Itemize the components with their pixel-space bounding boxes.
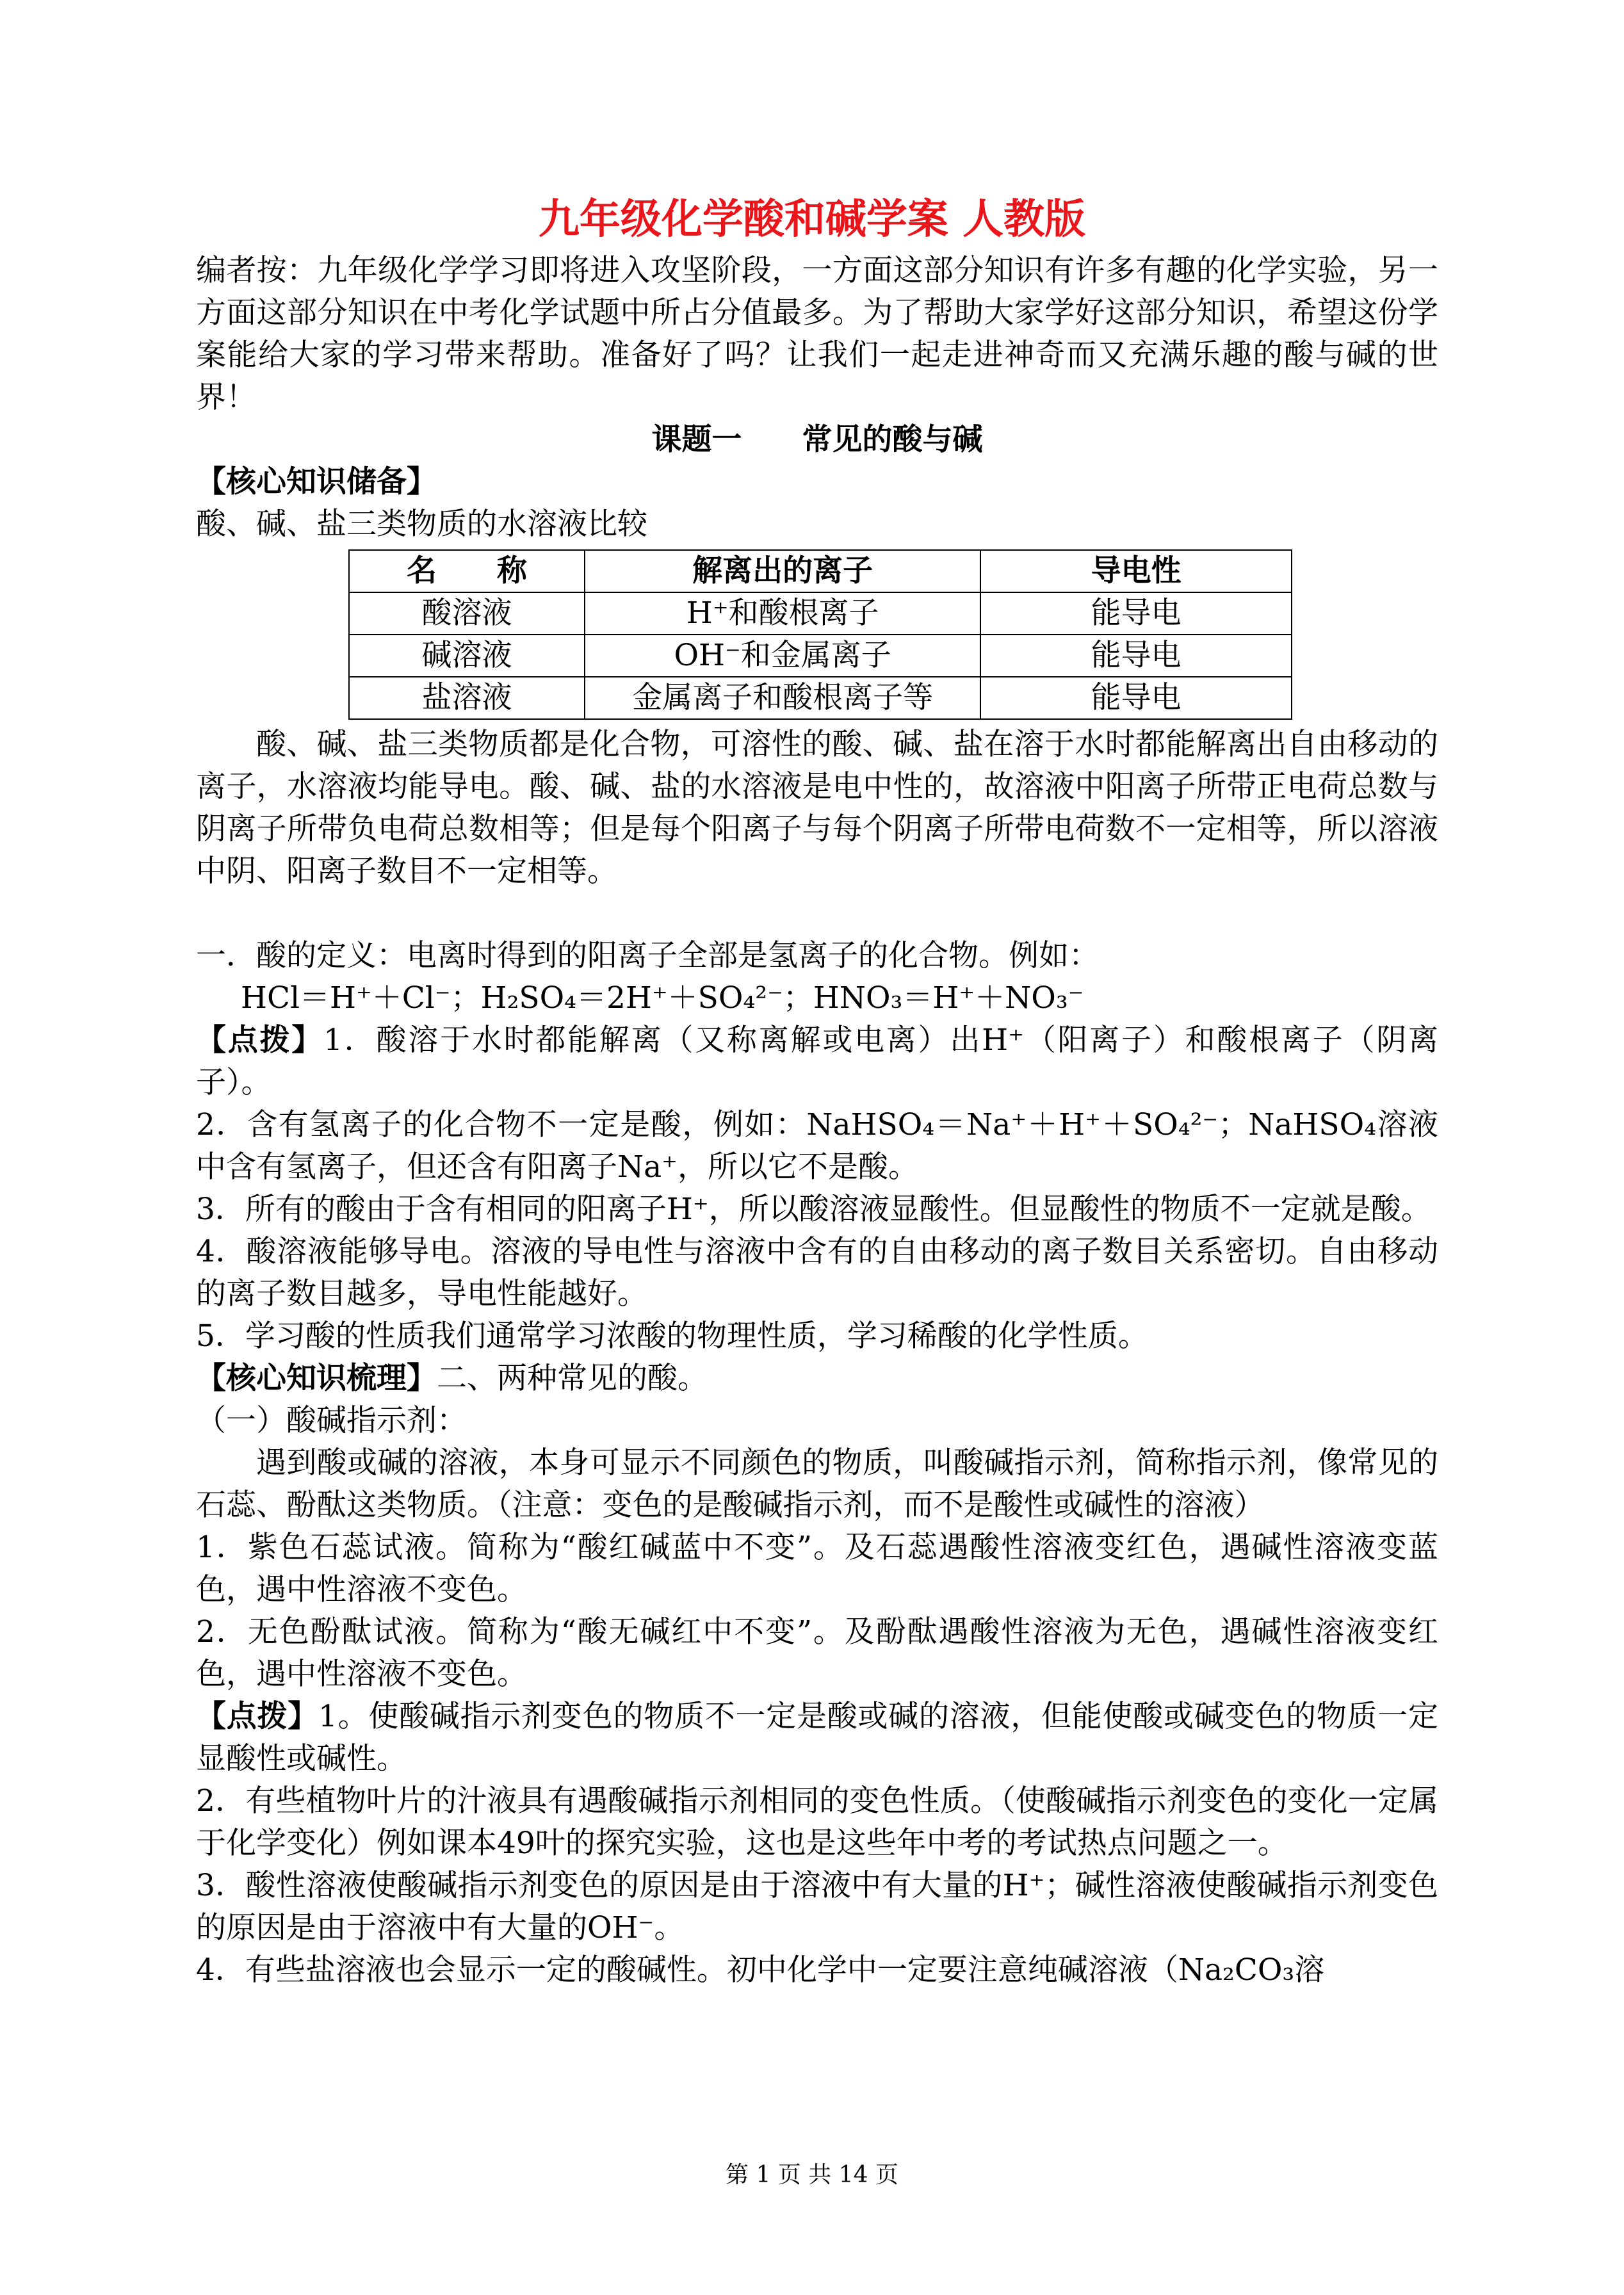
table-cell: 金属离子和酸根离子等: [585, 677, 980, 719]
core-sort-heading: 【核心知识梳理】: [196, 1361, 437, 1396]
electrolyte-paragraph: 酸、碱、盐三类物质都是化合物，可溶性的酸、碱、盐在溶于水时都能解离出自由移动的离子，水溶液均能导电。酸、碱、盐的水溶液是电中性的，故溶液中阳离子所带正电荷总数与阴离子所带负电荷总数相等；但是每个阳离子与每个阴离子所带电荷数不一定相等，所以溶液中阴、阳离子数目不一定相等。: [196, 727, 1438, 889]
tip-text: 1。使酸碱指示剂变色的物质不一定是酸或碱的溶液，但能使酸或碱变色的物质一定显酸性或碱性。: [196, 1699, 1439, 1776]
table-cell: H⁺和酸根离子: [585, 592, 980, 635]
document-body: [196, 250, 1438, 1991]
lesson-heading: 课题一 常见的酸与碱: [651, 422, 983, 457]
indicator-item-1: 1．紫色石蕊试液。简称为“酸红碱蓝中不变”。及石蕊遇酸性溶液变红色，遇碱性溶液变蓝色，遇中性溶液不变色。: [196, 1530, 1438, 1607]
table-cell: 碱溶液: [349, 635, 585, 677]
acid-definition: 一．酸的定义：电离时得到的阳离子全部是氢离子的化合物。例如：: [196, 938, 1099, 973]
core-sort-line: [196, 1358, 1438, 1400]
tip-label: 【点拨】: [196, 1699, 319, 1734]
table-cell: 能导电: [980, 592, 1292, 635]
indicator-heading: （一）酸碱指示剂：: [196, 1403, 467, 1438]
acid-formulas: HCl＝H⁺＋Cl⁻；H₂SO₄＝2H⁺＋SO₄²⁻；HNO₃＝H⁺＋NO₃⁻: [241, 980, 1084, 1016]
intro-paragraph: 编者按：九年级化学学习即将进入攻坚阶段，一方面这部分知识有许多有趣的化学实验，另一方面这部分知识在中考化学试题中所占分值最多。为了帮助大家学好这部分知识，希望这份学案能给大家的学习带来帮助。准备好了吗？让我们一起走进神奇而又充满乐趣的酸与碱的世界！: [196, 253, 1438, 415]
table-row: [349, 592, 1292, 635]
tip2-item-1: [196, 1696, 1438, 1780]
ion-comparison-table: [348, 549, 1292, 720]
table-cell: 酸溶液: [349, 592, 585, 635]
tip-item-1: [196, 1019, 1438, 1104]
page-footer: 第 1 页 共 14 页: [726, 2162, 898, 2188]
tip2-item-3: 3．酸性溶液使酸碱指示剂变色的原因是由于溶液中有大量的H⁺；碱性溶液使酸碱指示剂变色的原因是由于溶液中有大量的OH⁻。: [196, 1868, 1438, 1945]
column-header: 解离出的离子: [585, 550, 980, 592]
tip-label: 【点拨】: [196, 1023, 324, 1058]
blank-line: [196, 893, 1438, 935]
table-cell: OH⁻和金属离子: [585, 635, 980, 677]
column-header: 名 称: [349, 550, 585, 592]
table-row: [349, 677, 1292, 719]
indicator-item-2: 2．无色酚酞试液。简称为“酸无碱红中不变”。及酚酞遇酸性溶液为无色，遇碱性溶液变红色，遇中性溶液不变色。: [196, 1614, 1438, 1692]
tip2-item-2: 2．有些植物叶片的汁液具有遇酸碱指示剂相同的变色性质。（使酸碱指示剂变色的变化一定属于化学变化）例如课本49叶的探究实验，这也是这些年中考的考试热点问题之一。: [196, 1783, 1438, 1861]
tip-item-4: 4．酸溶液能够导电。溶液的导电性与溶液中含有的自由移动的离子数目关系密切。自由移动的离子数目越多，导电性能越好。: [196, 1234, 1438, 1311]
page-title: 九年级化学酸和碱学案 人教版: [538, 196, 1086, 243]
tip-item-3: 3．所有的酸由于含有相同的阳离子H⁺，所以酸溶液显酸性。但显酸性的物质不一定就是酸。: [196, 1192, 1431, 1227]
core-sort-text: 二、两种常见的酸。: [437, 1361, 708, 1396]
column-header: 导电性: [980, 550, 1292, 592]
tip2-item-4: 4．有些盐溶液也会显示一定的酸碱性。初中化学中一定要注意纯碱溶液（Na₂CO₃溶: [196, 1952, 1325, 1988]
tip-item-5: 5．学习酸的性质我们通常学习浓酸的物理性质，学习稀酸的化学性质。: [196, 1318, 1148, 1354]
core-storage-heading: 【核心知识储备】: [196, 464, 437, 499]
table-cell: 能导电: [980, 677, 1292, 719]
indicator-paragraph: 遇到酸或碱的溶液，本身可显示不同颜色的物质，叫酸碱指示剂，简称指示剂，像常见的石蕊、酚酞这类物质。（注意：变色的是酸碱指示剂，而不是酸性或碱性的溶液）: [196, 1445, 1438, 1523]
table-row: [349, 635, 1292, 677]
tip-text: 1．酸溶于水时都能解离（又称离解或电离）出H⁺（阳离子）和酸根离子（阴离子）。: [196, 1023, 1439, 1100]
table-header-row: [349, 550, 1292, 592]
table-caption: 酸、碱、盐三类物质的水溶液比较: [196, 507, 647, 542]
table-cell: 盐溶液: [349, 677, 585, 719]
table-cell: 能导电: [980, 635, 1292, 677]
tip-item-2: 2．含有氢离子的化合物不一定是酸，例如：NaHSO₄＝Na⁺＋H⁺＋SO₄²⁻；NaHSO₄溶液中含有氢离子，但还含有阳离子Na⁺，所以它不是酸。: [196, 1107, 1438, 1185]
